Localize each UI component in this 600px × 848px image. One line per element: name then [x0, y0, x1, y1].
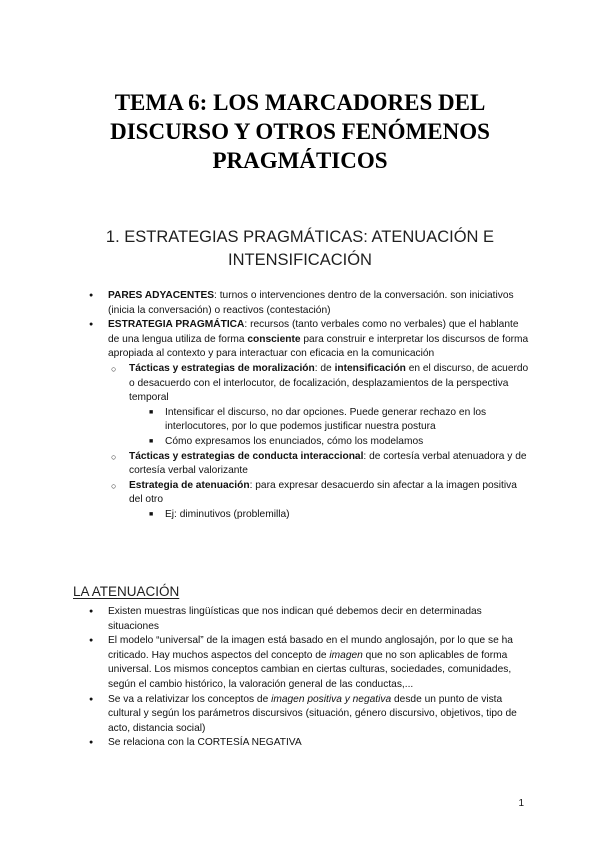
term-bold: consciente	[247, 333, 301, 345]
section-2-body	[0, 605, 600, 751]
term-bold: ESTRATEGIA PRAGMÁTICA	[108, 319, 245, 331]
italic-term: imagen positiva y negativa	[271, 693, 392, 705]
list-item	[0, 693, 600, 737]
list-item	[91, 450, 530, 479]
list-item	[0, 289, 600, 318]
title-line: TEMA 6: LOS MARCADORES DEL	[114, 90, 486, 115]
list-item	[91, 479, 530, 523]
page-number: 1	[518, 798, 524, 809]
list-item: ■ Ej: diminutivos (problemilla)	[129, 508, 530, 523]
title-line: DISCURSO Y OTROS FENÓMENOS	[110, 119, 490, 144]
item-text: para construir e interpretar los discursos de forma apropiada al contexto y para interactuar con eficacia en la comunicación	[108, 333, 529, 360]
sub-sub-list	[129, 508, 530, 523]
sub-sub-list	[129, 406, 530, 450]
list-item	[91, 362, 530, 450]
item-text: El modelo “universal” de la imagen está basado en el mundo anglosajón, por lo que se ha criticado. Hay muchos aspectos del concepto de	[108, 635, 513, 661]
list-item	[0, 318, 600, 522]
term-bold: Estrategia de atenuación	[129, 479, 250, 491]
document-title	[60, 88, 540, 175]
item-text: desde un punto de vista cultural y según los parámetros discursivos (situación, género discursivo, objetivos, tipo de acto, distancia social)	[108, 693, 517, 734]
list-item: ■ Intensificar el discurso, no dar opciones. Puede generar rechazo en los interlocutores, por lo que podemos justificar nuestra postura	[129, 406, 530, 435]
item-text: que no son aplicables de forma universal. Los mismos conceptos cambian en ciertas culturas, sociedades, comunidades, según el cambio histórico, la valoración general de las conductas,...	[108, 649, 512, 690]
list-item	[0, 634, 600, 692]
italic-term: imagen	[329, 649, 363, 661]
item-text: : turnos o intervenciones dentro de la conversación. son iniciativos (inicia la conversación) o reactivos (contestación)	[108, 290, 514, 316]
heading-line: INTENSIFICACIÓN	[228, 251, 372, 269]
item-text: : para expresar desacuerdo sin afectar a la imagen positiva del otro	[129, 479, 517, 506]
term-bold: intensificación	[334, 362, 406, 374]
list-item: ● Se relaciona con la CORTESÍA NEGATIVA	[0, 736, 600, 751]
section-2-heading: LA ATENUACIÓN	[73, 584, 180, 599]
bullet-list	[0, 289, 600, 523]
list-item: ■ Cómo expresamos los enunciados, cómo los modelamos	[129, 435, 530, 450]
item-text: en el discurso, de acuerdo o desacuerdo con el interlocutor, de focalización, desplazamientos de la perspectiva temporal	[129, 362, 529, 404]
item-text: : de cortesía verbal atenuadora y de cortesía verbal valorizante	[129, 450, 527, 477]
term-bold: Tácticas y estrategias de moralización	[129, 362, 315, 374]
bullet-list	[0, 605, 600, 751]
item-text: : recursos (tanto verbales como no verbales) que el hablante de una lengua utiliza de forma	[108, 319, 519, 345]
sub-list	[108, 362, 530, 523]
item-text: Se va a relativizar los conceptos de	[108, 693, 272, 705]
heading-line: 1. ESTRATEGIAS PRAGMÁTICAS: ATENUACIÓN E	[105, 228, 495, 246]
term-bold: PARES ADYACENTES	[108, 290, 215, 301]
item-text: : de	[314, 362, 335, 374]
list-item: ● Existen muestras lingüísticas que nos indican qué debemos decir en determinadas situaciones	[0, 605, 600, 634]
section-1-body	[0, 289, 600, 523]
section-1-heading	[80, 226, 520, 272]
term-bold: Tácticas y estrategias de conducta interaccional	[129, 450, 364, 462]
title-line: PRAGMÁTICOS	[212, 148, 388, 173]
